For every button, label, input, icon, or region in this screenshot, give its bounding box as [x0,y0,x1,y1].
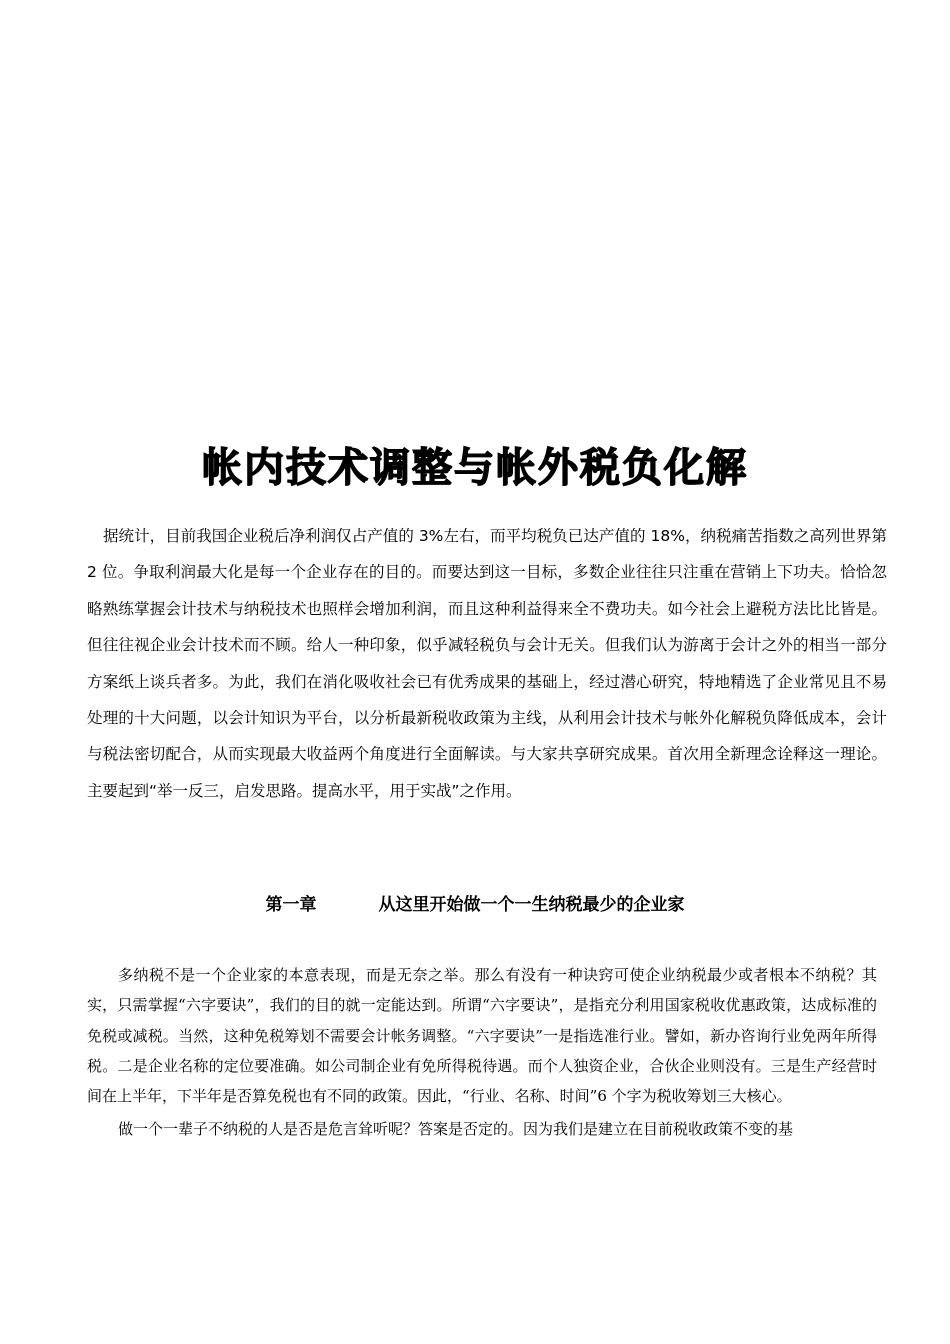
intro-paragraph: 据统计，目前我国企业税后净利润仅占产值的 3%左右，而平均税负已达产值的 18%，纳税痛苦指数之高列世界第 2 位。争取利润最大化是每一个企业存在的目的。而要达到这一目标，多数企业往往只注重在营销上下功夫。恰恰忽略熟练掌握会计技术与纳税技术也照样会增加利润，而且这种利益得来全不费功夫。如今社会上避税方法比比皆是。但往往视企业会计技术而不顾。给人一种印象，似乎减轻税负与会计无关。但我们认为游离于会计之外的相当一部分方案纸上谈兵者多。为此，我们在消化吸收社会已有优秀成果的基础上，经过潜心研究，特地精选了企业常见且不易处理的十大问题，以会计知识为平台，以分析最新税收政策为主线，从利用会计技术与帐外化解税负降低成本，会计与税法密切配合，从而实现最大收益两个角度进行全面解读。与大家共享研究成果。首次用全新理念诠释这一理论。主要起到“举一反三，启发思路。提高水平，用于实战”之作用。 [87,527,887,800]
chapter-title: 从这里开始做一个一生纳税最少的企业家 [378,895,685,915]
chapter-number: 第一章 [265,895,317,915]
chapter-body [87,960,877,1145]
body-paragraph: 做一个一辈子不纳税的人是否是危言耸听呢？答案是否定的。因为我们是建立在目前税收政策不变的基 [118,1120,794,1139]
chapter-heading [0,890,950,920]
document-title: 帐内技术调整与帐外税负化解 [202,445,748,491]
body-paragraph: 多纳税不是一个企业家的本意表现，而是无奈之举。那么有没有一种诀窍可使企业纳税最少或者根本不纳税？其实，只需掌握“六字要诀”，我们的目的就一定能达到。所谓“六字要诀”，是指充分利用国家税收优惠政策，达成标准的免税或减税。当然，这种免税筹划不需要会计帐务调整。“六字要诀”一是指选准行业。譬如，新办咨询行业免两年所得税。二是企业名称的定位要准确。如公司制企业有免所得税待遇。而个人独资企业，合伙企业则没有。三是生产经营时间在上半年，下半年是否算免税也有不同的政策。因此，“行业、名称、时间”6 个字为税收筹划三大核心。 [87,966,877,1106]
